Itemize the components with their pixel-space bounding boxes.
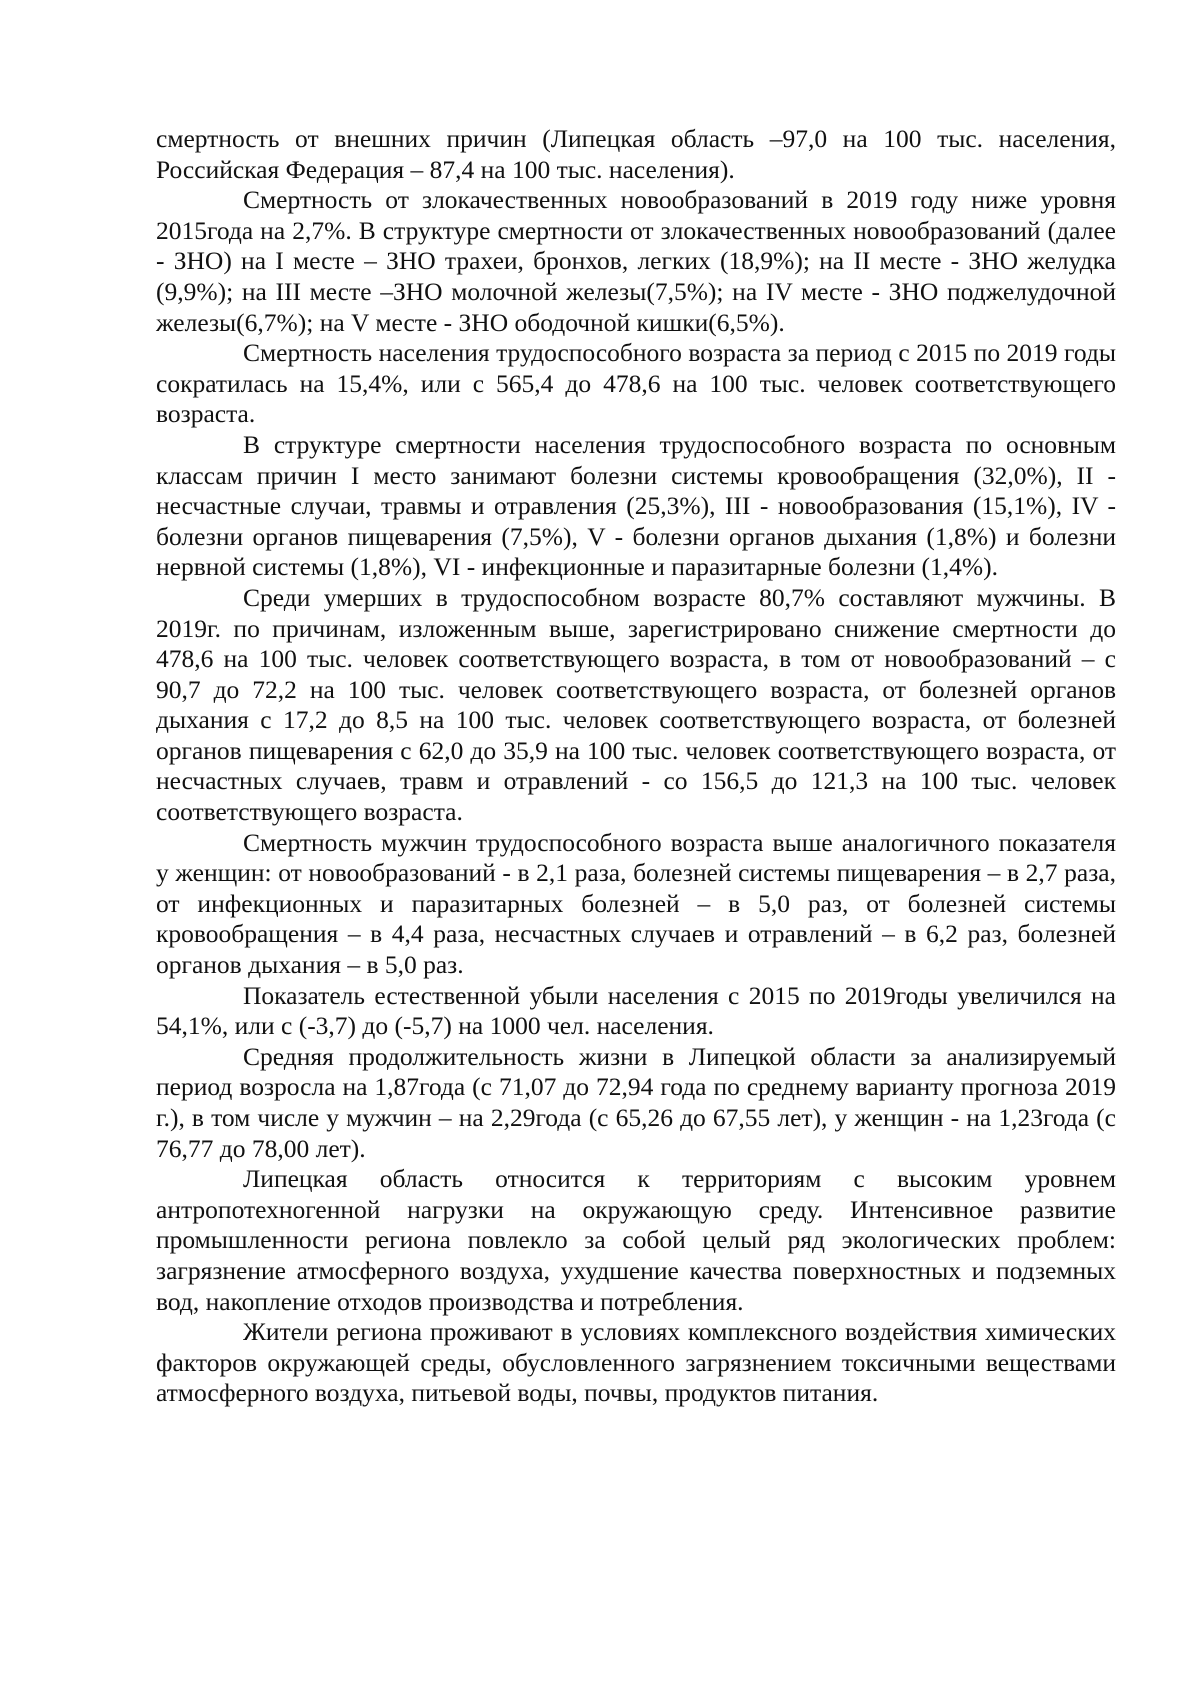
paragraph-natural-decline: Показатель естественной убыли населения с 2015 по 2019годы увеличился на 54,1%, или с (-3,7) до (-5,7) на 1000 чел. населения. [156, 980, 1116, 1041]
paragraph-mortality-structure: В структуре смертности населения трудоспособного возраста по основным классам причин I место занимают болезни системы кровообращения (32,0%), II - несчастные случаи, травмы и отравления (25,3%), III - новообразования (15,1%), IV - болезни органов пищеварения (7,5%), V - болезни органов дыхания (1,8%) и болезни нервной системы (1,8%), VI - инфекционные и паразитарные болезни (1,4%). [156, 429, 1116, 582]
paragraph-environment-load: Липецкая область относится к территориям с высоким уровнем антропотехногенной нагрузки на окружающую среду. Интенсивное развитие промышленности региона повлекло за собой целый ряд экологических проблем: загрязнение атмосферного воздуха, ухудшение качества поверхностных и подземных вод, накопление отходов производства и потребления. [156, 1164, 1116, 1316]
document-body [156, 124, 1116, 1409]
paragraph-working-age-mortality: Смертность населения трудоспособного возраста за период с 2015 по 2019 годы сократилась на 15,4%, или с 565,4 до 478,6 на 100 тыс. человек соответствующего возраста. [156, 338, 1116, 429]
paragraph-cancer-mortality: Смертность от злокачественных новообразований в 2019 году ниже уровня 2015года на 2,7%. В структуре смертности от злокачественных новообразований (далее - ЗНО) на I месте – ЗНО трахеи, бронхов, легких (18,9%); на II месте - ЗНО желудка (9,9%); на III месте –ЗНО молочной железы(7,5%); на IV месте - ЗНО поджелудочной железы(6,7%); на V месте - ЗНО ободочной кишки(6,5%). [156, 185, 1116, 337]
paragraph-chemical-factors: Жители региона проживают в условиях комплексного воздействия химических факторов окружающей среды, обусловленного загрязнением токсичными веществами атмосферного воздуха, питьевой воды, почвы, продуктов питания. [156, 1317, 1116, 1408]
paragraph-male-deaths: Среди умерших в трудоспособном возрасте 80,7% составляют мужчины. В 2019г. по причинам, изложенным выше, зарегистрировано снижение смертности до 478,6 на 100 тыс. человек соответствующего возраста, в том от новообразований – с 90,7 до 72,2 на 100 тыс. человек соответствующего возраста, от болезней органов дыхания с 17,2 до 8,5 на 100 тыс. человек соответствующего возраста, от болезней органов пищеварения с 62,0 до 35,9 на 100 тыс. человек соответствующего возраста, от несчастных случаев, травм и отравлений - со 156,5 до 121,3 на 100 тыс. человек соответствующего возраста. [156, 582, 1116, 827]
paragraph-male-vs-female: Смертность мужчин трудоспособного возраста выше аналогичного показателя у женщин: от новообразований - в 2,1 раза, болезней системы пищеварения – в 2,7 раза, от инфекционных и паразитарных болезней – в 5,0 раз, от болезней системы кровообращения – в 4,4 раза, несчастных случаев и отравлений – в 6,2 раз, болезней органов дыхания – в 5,0 раз. [156, 827, 1116, 980]
paragraph-external-causes: смертность от внешних причин (Липецкая область –97,0 на 100 тыс. населения, Российская Федерация – 87,4 на 100 тыс. населения). [156, 124, 1116, 184]
paragraph-life-expectancy: Средняя продолжительность жизни в Липецкой области за анализируемый период возросла на 1,87года (с 71,07 до 72,94 года по среднему варианту прогноза 2019 г.), в том числе у мужчин – на 2,29года (с 65,26 до 67,55 лет), у женщин - на 1,23года (с 76,77 до 78,00 лет). [156, 1041, 1116, 1163]
